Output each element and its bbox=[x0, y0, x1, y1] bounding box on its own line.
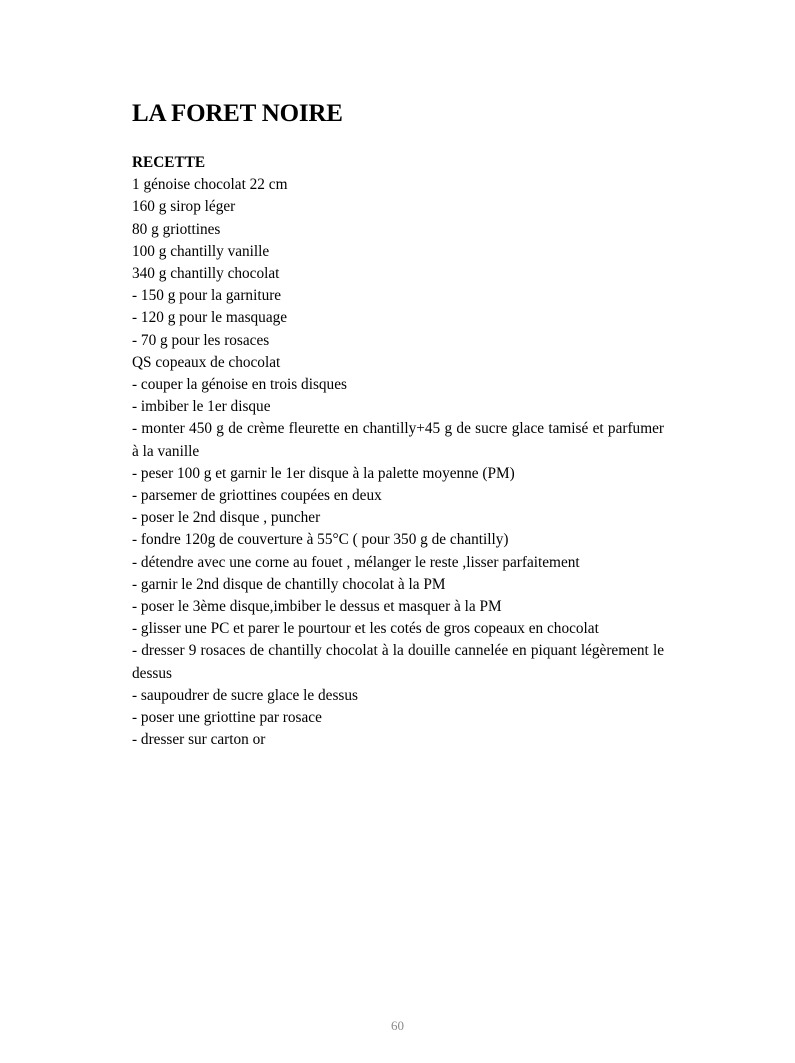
ingredient-item: 340 g chantilly chocolat bbox=[132, 265, 280, 283]
ingredient-list bbox=[132, 174, 664, 374]
ingredient-item: - 120 g pour le masquage bbox=[132, 309, 288, 327]
step-item: - poser le 2nd disque , puncher bbox=[132, 509, 321, 527]
page-number: 60 bbox=[391, 1018, 404, 1033]
ingredient-item: - 70 g pour les rosaces bbox=[132, 331, 270, 349]
ingredient-item: 160 g sirop léger bbox=[132, 198, 236, 216]
section-heading-recette: RECETTE bbox=[132, 154, 206, 171]
ingredient-item: 80 g griottines bbox=[132, 220, 221, 238]
ingredient-item: 1 génoise chocolat 22 cm bbox=[132, 176, 288, 194]
ingredient-item: - 150 g pour la garniture bbox=[132, 287, 282, 305]
step-item: - couper la génoise en trois disques bbox=[132, 376, 347, 394]
ingredient-item: QS copeaux de chocolat bbox=[132, 353, 281, 371]
step-item: - peser 100 g et garnir le 1er disque à la palette moyenne (PM) bbox=[132, 464, 515, 482]
recipe-title: LA FORET NOIRE bbox=[132, 100, 343, 127]
step-item: - poser le 3ème disque,imbiber le dessus et masquer à la PM bbox=[132, 598, 502, 616]
step-item: - monter 450 g de crème fleurette en chantilly+45 g de sucre glace tamisé et parfumer à la vanille bbox=[132, 420, 664, 460]
ingredient-item: 100 g chantilly vanille bbox=[132, 242, 270, 260]
step-item: - détendre avec une corne au fouet , mélanger le reste ,lisser parfaitement bbox=[132, 553, 580, 571]
step-item: - dresser 9 rosaces de chantilly chocolat à la douille cannelée en piquant légèrement le dessus bbox=[132, 642, 664, 682]
step-item: - saupoudrer de sucre glace le dessus bbox=[132, 686, 358, 704]
recipe-body bbox=[132, 152, 664, 751]
step-item: - parsemer de griottines coupées en deux bbox=[132, 487, 382, 505]
step-item: - garnir le 2nd disque de chantilly chocolat à la PM bbox=[132, 575, 446, 593]
step-item: - glisser une PC et parer le pourtour et les cotés de gros copeaux en chocolat bbox=[132, 620, 599, 638]
step-item: - dresser sur carton or bbox=[132, 731, 266, 749]
step-list bbox=[132, 374, 664, 751]
step-item: - fondre 120g de couverture à 55°C ( pour 350 g de chantilly) bbox=[132, 531, 509, 549]
step-item: - imbiber le 1er disque bbox=[132, 398, 271, 416]
step-item: - poser une griottine par rosace bbox=[132, 709, 322, 727]
